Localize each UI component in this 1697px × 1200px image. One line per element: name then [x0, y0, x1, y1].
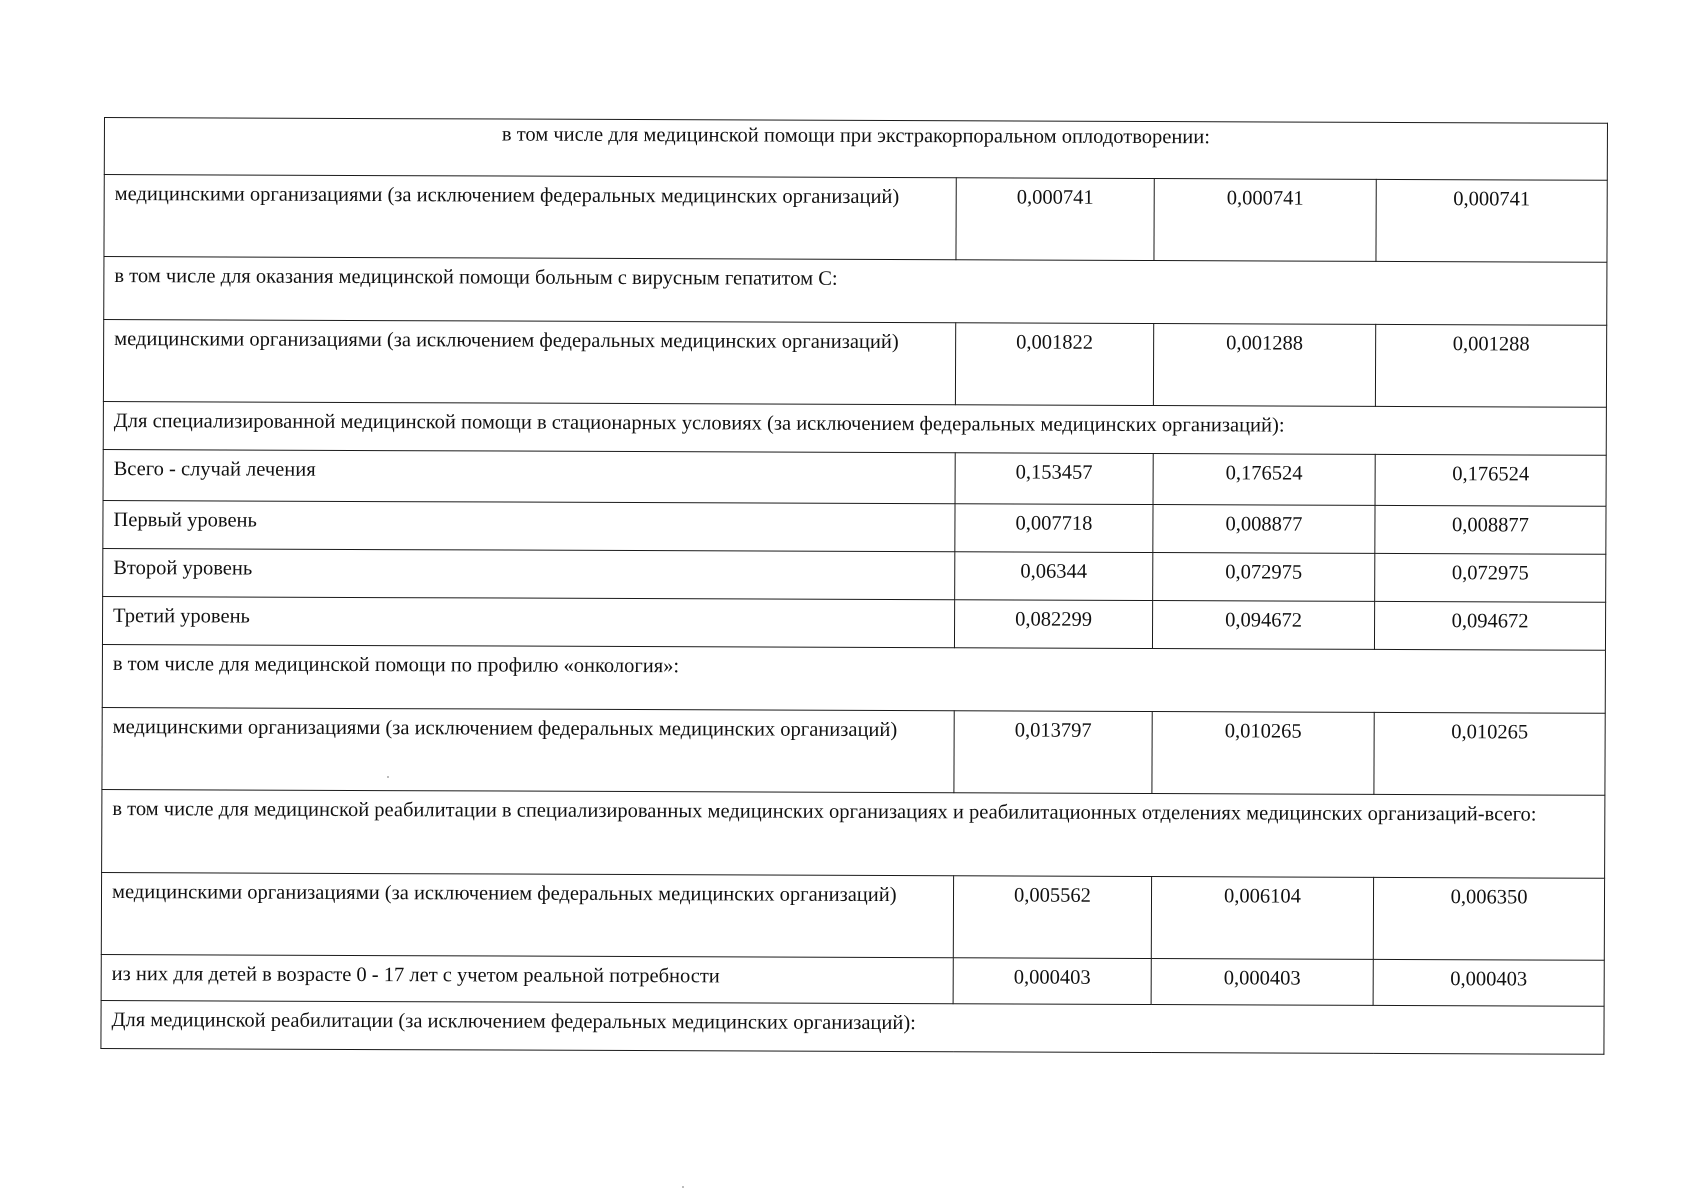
row-label: из них для детей в возрасте 0 - 17 лет с учетом реальной потребности — [101, 954, 953, 1003]
row-value-2: 0,000741 — [1154, 179, 1376, 262]
row-value-3: 0,072975 — [1375, 553, 1606, 602]
row-value-1: 0,153457 — [955, 453, 1153, 505]
row-value-3: 0,176524 — [1375, 454, 1606, 506]
row-value-3: 0,008877 — [1375, 505, 1606, 554]
table-row — [102, 707, 1605, 795]
row-value-1: 0,001822 — [955, 323, 1153, 406]
row-value-2: 0,000403 — [1151, 959, 1373, 1006]
row-value-1: 0,000741 — [956, 178, 1154, 261]
section-title-rehabilitation-specialized: в том числе для медицинской реабилитации в специализированных медицинских организациях и реабилитационных отделениях медицинских организаций-всего: — [102, 789, 1605, 878]
row-label: Второй уровень — [103, 548, 955, 599]
row-value-1: 0,000403 — [953, 958, 1151, 1005]
section-row — [101, 1000, 1604, 1054]
row-label: медицинскими организациями (за исключением федеральных медицинских организаций) — [102, 707, 954, 792]
scan-artifact — [387, 776, 389, 778]
scan-artifact — [682, 1186, 684, 1188]
table-row — [103, 548, 1606, 602]
table-row — [103, 320, 1606, 408]
row-value-1: 0,06344 — [955, 552, 1153, 601]
indicators-table — [100, 117, 1608, 1055]
row-label: медицинскими организациями (за исключением федеральных медицинских организаций) — [104, 175, 956, 260]
row-value-2: 0,010265 — [1152, 712, 1374, 795]
table-row — [101, 872, 1604, 960]
section-row — [104, 118, 1607, 181]
row-value-3: 0,000403 — [1373, 959, 1604, 1006]
section-row — [102, 789, 1605, 878]
section-row — [104, 257, 1607, 326]
table-row — [104, 175, 1607, 263]
row-value-1: 0,007718 — [955, 504, 1153, 553]
row-value-1: 0,013797 — [954, 711, 1152, 794]
section-row — [102, 644, 1605, 713]
row-value-2: 0,006104 — [1151, 877, 1373, 960]
section-title-specialized: Для специализированной медицинской помощи в стационарных условиях (за исключением федеральных медицинских организаций): — [103, 401, 1606, 455]
row-value-2: 0,008877 — [1153, 505, 1375, 554]
table-row — [101, 954, 1604, 1006]
section-row — [103, 401, 1606, 455]
row-label: Первый уровень — [103, 500, 955, 551]
row-value-3: 0,000741 — [1376, 179, 1607, 262]
table-row — [103, 500, 1606, 554]
section-title-eco: в том числе для медицинской помощи при экстракорпоральном оплодотворении: — [104, 118, 1607, 181]
row-value-3: 0,001288 — [1375, 324, 1606, 407]
row-value-1: 0,005562 — [953, 876, 1151, 959]
table-row — [102, 596, 1605, 650]
row-label: Третий уровень — [102, 596, 954, 647]
row-value-2: 0,072975 — [1153, 553, 1375, 602]
row-value-2: 0,001288 — [1153, 324, 1375, 407]
section-title-oncology: в том числе для медицинской помощи по профилю «онкология»: — [102, 644, 1605, 713]
row-value-1: 0,082299 — [954, 600, 1152, 649]
row-value-2: 0,176524 — [1153, 454, 1375, 506]
section-title-rehabilitation: Для медицинской реабилитации (за исключением федеральных медицинских организаций): — [101, 1000, 1604, 1054]
row-label: Всего - случай лечения — [103, 449, 955, 503]
row-value-3: 0,010265 — [1374, 712, 1605, 795]
section-title-hepatitis: в том числе для оказания медицинской помощи больным с вирусным гепатитом С: — [104, 257, 1607, 326]
row-value-3: 0,094672 — [1374, 601, 1605, 650]
table-row — [103, 449, 1606, 506]
row-value-2: 0,094672 — [1152, 601, 1374, 650]
row-value-3: 0,006350 — [1373, 877, 1604, 960]
row-label: медицинскими организациями (за исключением федеральных медицинских организаций) — [103, 320, 955, 405]
row-label: медицинскими организациями (за исключением федеральных медицинских организаций) — [101, 872, 953, 957]
